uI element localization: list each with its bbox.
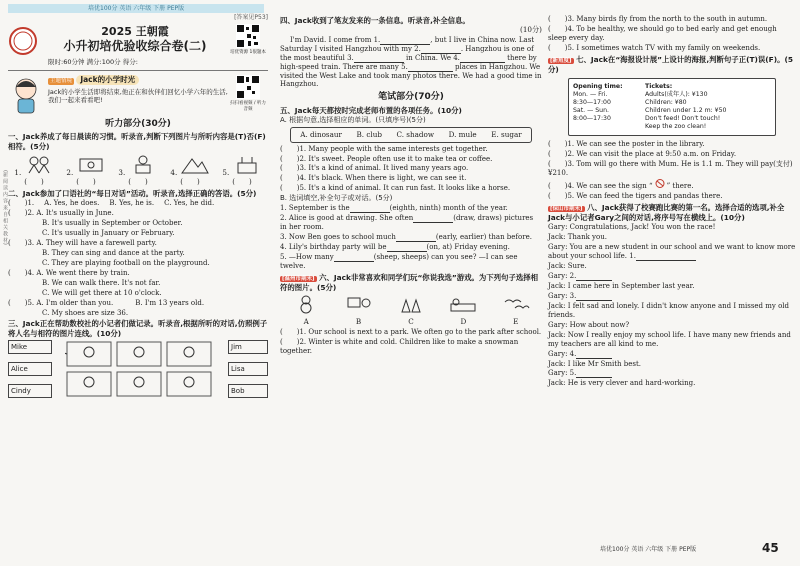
audio-qr-caption: 扫扫看视频 / 听力音频 [230, 101, 266, 112]
option: C. They are playing football on the playground. [42, 258, 210, 267]
blank-2[interactable] [421, 47, 461, 54]
binding-margin-text: (新 阅 读 内 容 来 自 相 关 教 材) [2, 170, 8, 245]
dialog-line: Jack: He is very clever and hard-working. [548, 379, 696, 388]
answer-paren[interactable]: ( ) [24, 177, 44, 186]
dialog-text: Gary: 3. [548, 291, 577, 300]
question-num: ( )1. [8, 199, 35, 208]
opening-line: Sat. — Sun. [573, 107, 609, 115]
dialog-line: Gary: Congratulations, Jack! You won the race! [548, 223, 716, 232]
section-8-prompt: 八、Jack获得了校赛跑比赛的第一名。选择合适的选项,补全Jack与小记者Gary之间的对话,将序号写在横线上。(10分) [548, 202, 785, 222]
dialog-blank-3[interactable] [576, 294, 612, 301]
pic-num-5: 5. [222, 168, 230, 178]
question-item: ( )5. I sometimes watch TV with my family on weekends. [548, 43, 761, 52]
option: B. It's usually in September or October. [42, 218, 183, 227]
question-item [548, 179, 796, 191]
option: B. Yes, he is. [109, 199, 155, 208]
question-item: ( )1. We can see the poster in the library. [548, 139, 705, 148]
name-box-lisa[interactable]: Lisa [228, 362, 268, 376]
question-item: ( )2. We can visit the place at 9:50 a.m. on Friday. [548, 149, 737, 158]
name-box-bob[interactable]: Bob [228, 384, 268, 398]
dialog-line [548, 272, 796, 281]
dialog-line [548, 350, 796, 359]
top-strip: 培优100分 英语 六年级 下册 PEP版 [8, 4, 264, 13]
opening-line: 8:00—17:30 [573, 115, 611, 123]
dialog-line [548, 292, 796, 301]
answer-paren[interactable]: ( ) [232, 177, 252, 186]
angle-tag: [新角度] [550, 57, 572, 64]
snowman-picture-icon [291, 294, 321, 314]
picture-label: B [355, 316, 362, 326]
section-2-items [8, 199, 268, 317]
fill-text: 2. Alice is good at drawing. She often [280, 214, 414, 223]
ticket-line: Adults(成年人): ¥130 [645, 91, 708, 99]
listening-title: 听力部分(30分) [105, 118, 171, 129]
word-option: C. shadow [396, 130, 434, 140]
letter-part: . Hangzhou is one of the most beautiful 3. [280, 44, 534, 62]
letter-part: 5. [401, 62, 408, 71]
question-num: ( )2. [8, 209, 35, 217]
section-6-pictures [280, 294, 542, 325]
question-num: ( )3. [8, 238, 35, 247]
question-item: ( )2. Winter is white and cold. Children like to make a snowman together. [280, 337, 519, 355]
picture-label: D [460, 316, 467, 326]
region-tag: [保山市期末] [550, 205, 583, 212]
fill-item [280, 233, 542, 242]
letter-part: places in Hangzhou. We visited the West Lake and took many photos there. We had a good time in Hangzhou. [280, 62, 542, 89]
option: A. I'm older than you. [36, 298, 114, 307]
dialog-text: Gary: 4. [548, 349, 577, 358]
region-tag: [温州市期末] [282, 275, 315, 282]
opening-line: 8:30—17:00 [573, 99, 611, 107]
answer-ref: [答案见P53] [234, 14, 268, 21]
letter-text [280, 36, 542, 90]
fill-blank[interactable] [350, 206, 390, 213]
opening-line: Mon. — Fri. [573, 91, 608, 99]
option: B. I'm 13 years old. [135, 298, 205, 307]
letter-part: I'm David. I come from 1. [290, 35, 381, 44]
pic-num-1: 1. [14, 168, 22, 178]
fill-item [280, 204, 542, 213]
option: A. We went there by train. [36, 268, 130, 277]
dialog-blank-2[interactable] [576, 274, 612, 281]
qr-caption: 培优资源 1很题本 [230, 49, 266, 55]
pic-num-4: 4. [170, 168, 178, 178]
letter-part: there by high-speed train. There are many [280, 53, 537, 71]
page-title: 小升初培优验收综合卷(二) [63, 39, 207, 54]
fill-text: 5. —How many [280, 253, 334, 262]
dialog-text: Gary: You are a new student in our school and we want to know more about your school life. 1. [548, 243, 796, 261]
left-column [8, 14, 268, 398]
question-text: ( )4. We can see the sign “ [548, 181, 653, 190]
blank-4[interactable] [460, 56, 505, 63]
section-4-prompt: 四、Jack收到了笔友发来的一条信息。听录音,补全信息。 [280, 16, 470, 25]
fill-blank[interactable] [396, 235, 436, 242]
blank-5[interactable] [408, 65, 453, 72]
fill-text: (early, earlier) than before. [435, 233, 532, 242]
blank-1[interactable] [380, 38, 430, 45]
theme-intro: Jack的小学生活即将结束,他正在和伙伴们回忆小学六年的生活,我们一起来看看吧! [48, 87, 228, 105]
dialog-line: Jack: I felt sad and lonely. I didn't know anyone and I missed my old friends. [548, 301, 790, 319]
fill-text: 1. September is the [280, 204, 350, 213]
dialog-line: Jack: I came here in September last year. [548, 281, 695, 290]
name-box-jim[interactable]: Jim [228, 340, 268, 354]
question-num: ( )4. [8, 268, 35, 277]
written-title: 笔试部分(70分) [378, 92, 444, 103]
dialog-text: Gary: 5. [548, 369, 577, 378]
fill-text: (on, at) Friday evening. [426, 243, 510, 252]
question-item: ( )1. Many people with the same interests get together. [280, 144, 488, 153]
picture-label: E [513, 316, 519, 326]
fill-blank[interactable] [413, 216, 453, 223]
dialog-line: Jack: Sure. [548, 261, 587, 270]
option: B. We can walk there. It's not far. [42, 278, 161, 287]
page-number: 45 [762, 541, 779, 555]
student-cartoon-icon [8, 75, 44, 115]
answer-paren[interactable]: ( ) [76, 177, 96, 186]
word-option: E. sugar [491, 130, 522, 140]
question-text: ” there. [666, 181, 694, 190]
dialog-line [548, 369, 796, 378]
dialog-line: Gary: How about now? [548, 320, 630, 329]
question-item: ( )5. It's a kind of animal. It can run fast. It looks like a horse. [280, 184, 511, 193]
blank-3[interactable] [354, 56, 404, 63]
word-bank [290, 127, 532, 142]
option: B. They can sing and dance at the party. [42, 248, 185, 257]
option: C. My shoes are size 36. [42, 308, 129, 317]
matching-area [8, 340, 268, 398]
pic-num-2: 2. [66, 168, 74, 178]
ticket-line: Children under 1.2 m: ¥50 [645, 107, 727, 115]
brand-label: 2025 王朝霞 [101, 24, 169, 38]
letter-part: , but I live in China now. Last Saturday I visited Hangzhou with my 2. [280, 35, 535, 53]
question-num: ( )5. [8, 298, 35, 307]
fill-item [280, 253, 542, 271]
middle-column [280, 14, 542, 357]
brand-logo [8, 25, 42, 55]
right-column [548, 14, 796, 389]
family-tv-picture-icon [344, 294, 374, 314]
section-5a-prompt: A. 根据句意,选择相应的单词。(只填序号)(5分) [280, 116, 426, 125]
fill-text: (draw, draws) pictures in her room. [280, 214, 534, 232]
park-picture-icon [396, 294, 426, 314]
sleeping-picture-icon [448, 294, 478, 314]
word-option: A. dinosaur [300, 130, 342, 140]
question-item [8, 269, 268, 278]
section-2-prompt: 二、Jack参加了口语社的“每日对话”活动。听录音,选择正确的答语。(5分) [8, 188, 257, 198]
question-item [8, 199, 268, 208]
letter-part: in China. We 4. [406, 53, 460, 62]
fill-text: 4. Lily's birthday party will be [280, 243, 387, 252]
section-1-prompt: 一、Jack养成了每日晨读的习惯。听录音,判断下列图片与所听内容是(T)否(F)相符。(5分) [8, 132, 266, 151]
name-box-alice[interactable]: Alice [8, 362, 52, 376]
dialog-line: Jack: Now I really enjoy my school life. I have many new friends and my teachers are all kind to me. [548, 330, 791, 348]
question-item: ( )4. It's black. When there is light, we can see it. [280, 174, 467, 183]
ticket-line: Children: ¥80 [645, 99, 687, 107]
question-item: ( )5. We can feed the tigers and pandas there. [548, 191, 723, 200]
ticket-line: Don't feed! Don't touch! [645, 115, 721, 123]
picture-label: A [303, 316, 309, 326]
opening-title: Opening time: [573, 83, 623, 91]
reading-picture-icon [128, 153, 158, 175]
dialog-blank-5[interactable] [576, 371, 612, 378]
question-item: ( )3. It's a kind of animal. It lived many years ago. [280, 164, 469, 173]
fill-item [280, 214, 542, 232]
dialog-line: Jack: Thank you. [548, 233, 607, 242]
name-box-cindy[interactable]: Cindy [8, 384, 52, 398]
question-item [8, 209, 268, 218]
word-option: D. mule [448, 130, 477, 140]
section-1-pictures [8, 153, 268, 177]
dialog-line [548, 243, 796, 261]
question-item: ( )3. Tom will go there with Mum. He is 1.1 m. They will pay(支付) ¥210. [548, 159, 793, 177]
fill-text: 3. Now Ben goes to school much [280, 233, 396, 242]
tickets-title: Tickets: [645, 83, 673, 91]
no-feeding-sign-icon [653, 179, 667, 188]
section-1-answers [8, 178, 268, 187]
section-4-score: (10分) [520, 25, 542, 35]
children-picture-icon [24, 153, 54, 175]
test-meta: 限时:60分钟 满分:100分 得分: [48, 57, 138, 66]
zoo-poster [568, 78, 776, 136]
question-item: ( )4. To be healthy, we should go to bed early and get enough sleep every day. [548, 24, 777, 42]
section-5-prompt: 五、Jack每天都按时完成老师布置的各项任务。(10分) [280, 105, 462, 115]
question-item: ( )1. Our school is next to a park. We often go to the park after school. [280, 327, 542, 336]
name-box-mike[interactable]: Mike [8, 340, 52, 354]
hiking-picture-icon [180, 153, 210, 175]
page-footer: 培优100分 英语 六年级 下册 PEP版 [600, 546, 697, 553]
question-item [8, 299, 268, 308]
party-picture-icon [232, 153, 262, 175]
birds-picture-icon [501, 294, 531, 314]
option: A. It's usually in June. [36, 209, 114, 217]
option: C. Yes, he did. [164, 199, 215, 208]
fill-blank[interactable] [334, 255, 374, 262]
picture-label: C [408, 316, 414, 326]
section-5b-prompt: B. 选词填空,补全句子或对话。(5分) [280, 194, 393, 203]
section-7-prompt: 七、Jack在“海报设计展”上设计的海报,判断句子正(T)误(F)。(5分) [548, 54, 793, 74]
theme-tag: 主题情境 [50, 77, 73, 84]
question-item: ( )2. It's sweet. People often use it to make tea or coffee. [280, 154, 493, 163]
dialog-line: Jack: I like Mr Smith best. [548, 359, 642, 368]
question-item: ( )3. Many birds fly from the north to the south in autumn. [548, 15, 768, 23]
dialog-text: Gary: 2. [548, 271, 577, 280]
brand-seal-icon [8, 25, 42, 55]
answer-paren[interactable]: ( ) [180, 177, 200, 186]
dialog-blank-1[interactable] [636, 254, 696, 261]
option: C. It's usually in January or February. [42, 228, 175, 237]
section-6-prompt: 六、Jack非常喜欢和同学们玩“你说我选”游戏。为下列句子选择相符的图片。(5分) [280, 272, 539, 292]
fill-item [280, 243, 542, 252]
section-3-prompt: 三、Jack正在帮助数校社的小记者们做记录。听录音,根据所听的对话,仿照例子将人名与相符的图片连线。(10分) [8, 319, 268, 338]
option: A. Yes, he does. [44, 199, 100, 208]
fill-text: (sheep, sheeps) can you see? —I can see twelve. [280, 253, 518, 270]
activity-pictures-icon [65, 340, 215, 398]
theme-title: Jack的小学时光 [76, 75, 139, 85]
answer-paren[interactable]: ( ) [128, 177, 148, 186]
qr-code-icon [236, 24, 260, 48]
fill-text: (eighth, ninth) month of the year. [389, 204, 508, 213]
question-item [8, 239, 268, 248]
playground-picture-icon [76, 153, 106, 175]
ticket-line: Keep the zoo clean! [645, 123, 707, 130]
option: A. They will have a farewell party. [36, 238, 157, 247]
option: C. We will get there at 10 o'clock. [42, 288, 162, 297]
fill-blank[interactable] [387, 245, 427, 252]
audio-qr-icon [236, 75, 260, 99]
dialog-blank-4[interactable] [576, 352, 612, 359]
pic-num-3: 3. [118, 168, 126, 178]
word-option: B. club [356, 130, 382, 140]
